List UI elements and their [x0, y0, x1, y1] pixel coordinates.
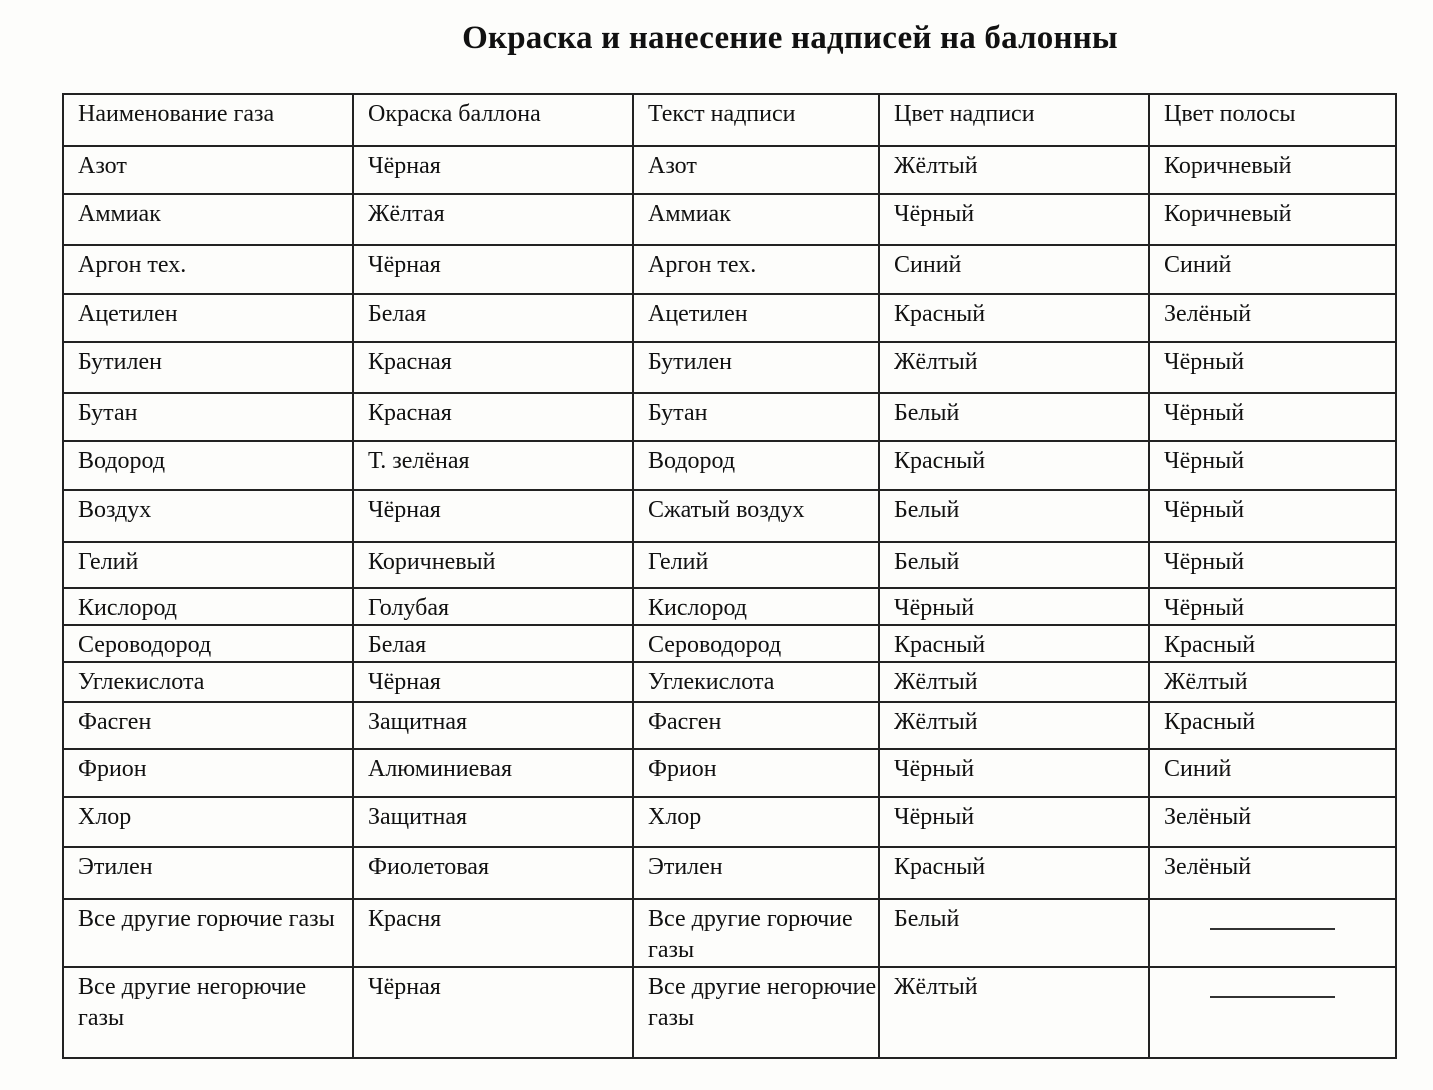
gas-name-cell: Бутилен — [63, 342, 353, 393]
gas-name-cell: Фасген — [63, 702, 353, 749]
stripe-color-cell: Зелёный — [1149, 294, 1396, 342]
stripe-color-cell: Синий — [1149, 749, 1396, 797]
label-text-cell: Водород — [633, 441, 879, 490]
document-title: Окраска и нанесение надписей на балонны — [462, 20, 1118, 56]
stripe-color-cell: Коричневый — [1149, 194, 1396, 245]
cylinder-color-cell: Голубая — [353, 588, 633, 625]
label-color-cell: Белый — [879, 393, 1149, 441]
cylinder-color-cell: Белая — [353, 294, 633, 342]
table-row — [63, 702, 1396, 749]
gas-name-cell: Хлор — [63, 797, 353, 847]
header-label-color-cell: Цвет надписи — [879, 94, 1149, 146]
table-row — [63, 245, 1396, 294]
gas-name-cell: Все другие горючие газы — [63, 899, 353, 967]
header-label-text-cell: Текст надписи — [633, 94, 879, 146]
stripe-color-cell: Чёрный — [1149, 441, 1396, 490]
label-color-cell: Красный — [879, 294, 1149, 342]
gas-name-cell: Этилен — [63, 847, 353, 899]
label-text-cell: Азот — [633, 146, 879, 194]
table-row — [63, 899, 1396, 967]
gas-name-cell: Воздух — [63, 490, 353, 542]
cylinder-color-cell: Коричневый — [353, 542, 633, 588]
label-text-cell: Этилен — [633, 847, 879, 899]
cylinder-color-cell: Чёрная — [353, 245, 633, 294]
table-row — [63, 542, 1396, 588]
cylinder-color-cell: Чёрная — [353, 967, 633, 1058]
label-text-cell: Сжатый воздух — [633, 490, 879, 542]
header-gas-name-cell: Наименование газа — [63, 94, 353, 146]
table-row — [63, 662, 1396, 702]
cylinder-color-cell: Защитная — [353, 702, 633, 749]
label-color-cell: Жёлтый — [879, 662, 1149, 702]
label-color-cell: Белый — [879, 542, 1149, 588]
label-color-cell: Чёрный — [879, 194, 1149, 245]
label-text-cell: Аргон тех. — [633, 245, 879, 294]
label-text-cell: Бутилен — [633, 342, 879, 393]
gas-name-cell: Водород — [63, 441, 353, 490]
label-text-cell: Хлор — [633, 797, 879, 847]
label-color-cell: Красный — [879, 441, 1149, 490]
stripe-color-cell: Зелёный — [1149, 797, 1396, 847]
gas-name-cell: Ацетилен — [63, 294, 353, 342]
label-color-cell: Синий — [879, 245, 1149, 294]
stripe-color-cell: Чёрный — [1149, 490, 1396, 542]
cylinder-color-cell: Чёрная — [353, 662, 633, 702]
table-row — [63, 441, 1396, 490]
label-color-cell: Красный — [879, 625, 1149, 662]
cylinder-color-cell: Защитная — [353, 797, 633, 847]
label-color-cell: Красный — [879, 847, 1149, 899]
label-color-cell: Жёлтый — [879, 342, 1149, 393]
cylinder-color-cell: Красня — [353, 899, 633, 967]
stripe-color-cell — [1149, 967, 1396, 1058]
label-text-cell: Фрион — [633, 749, 879, 797]
table-row — [63, 749, 1396, 797]
table-row — [63, 588, 1396, 625]
label-text-cell: Все другие негорючие газы — [633, 967, 879, 1058]
stripe-color-cell: Жёлтый — [1149, 662, 1396, 702]
header-cylinder-color-cell: Окраска баллона — [353, 94, 633, 146]
cylinder-color-cell: Красная — [353, 342, 633, 393]
gas-name-cell: Гелий — [63, 542, 353, 588]
stripe-color-cell: Синий — [1149, 245, 1396, 294]
gas-name-cell: Сероводород — [63, 625, 353, 662]
label-text-cell: Углекислота — [633, 662, 879, 702]
gas-cylinder-table — [62, 93, 1397, 1059]
table-row — [63, 967, 1396, 1058]
cylinder-color-cell: Красная — [353, 393, 633, 441]
header-stripe-color-cell: Цвет полосы — [1149, 94, 1396, 146]
stripe-color-cell: Чёрный — [1149, 588, 1396, 625]
table-row — [63, 146, 1396, 194]
stripe-color-cell: Красный — [1149, 625, 1396, 662]
table-row — [63, 625, 1396, 662]
cylinder-color-cell: Т. зелёная — [353, 441, 633, 490]
stripe-color-cell: Зелёный — [1149, 847, 1396, 899]
label-text-cell: Кислород — [633, 588, 879, 625]
cylinder-color-cell: Фиолетовая — [353, 847, 633, 899]
table-row — [63, 490, 1396, 542]
cylinder-color-cell: Чёрная — [353, 490, 633, 542]
cylinder-color-cell: Жёлтая — [353, 194, 633, 245]
table-row — [63, 797, 1396, 847]
cylinder-color-cell: Чёрная — [353, 146, 633, 194]
label-text-cell: Все другие горючие газы — [633, 899, 879, 967]
cylinder-color-cell: Алюминиевая — [353, 749, 633, 797]
gas-name-cell: Все другие негорючие газы — [63, 967, 353, 1058]
table-row — [63, 393, 1396, 441]
stripe-color-cell: Чёрный — [1149, 393, 1396, 441]
dash-line — [1210, 996, 1335, 998]
gas-name-cell: Фрион — [63, 749, 353, 797]
label-color-cell: Белый — [879, 899, 1149, 967]
table-row — [63, 294, 1396, 342]
label-color-cell: Чёрный — [879, 797, 1149, 847]
label-text-cell: Аммиак — [633, 194, 879, 245]
label-color-cell: Жёлтый — [879, 146, 1149, 194]
label-color-cell: Чёрный — [879, 749, 1149, 797]
table-row — [63, 342, 1396, 393]
label-text-cell: Бутан — [633, 393, 879, 441]
header-row — [63, 94, 1396, 146]
gas-name-cell: Углекислота — [63, 662, 353, 702]
gas-name-cell: Азот — [63, 146, 353, 194]
label-text-cell: Фасген — [633, 702, 879, 749]
stripe-color-cell: Чёрный — [1149, 342, 1396, 393]
stripe-color-cell: Красный — [1149, 702, 1396, 749]
label-color-cell: Чёрный — [879, 588, 1149, 625]
table-row — [63, 847, 1396, 899]
stripe-color-cell: Коричневый — [1149, 146, 1396, 194]
cylinder-color-cell: Белая — [353, 625, 633, 662]
stripe-color-cell: Чёрный — [1149, 542, 1396, 588]
label-text-cell: Гелий — [633, 542, 879, 588]
table-row — [63, 194, 1396, 245]
stripe-color-cell — [1149, 899, 1396, 967]
label-color-cell: Жёлтый — [879, 967, 1149, 1058]
label-color-cell: Белый — [879, 490, 1149, 542]
gas-name-cell: Аргон тех. — [63, 245, 353, 294]
label-text-cell: Ацетилен — [633, 294, 879, 342]
gas-name-cell: Кислород — [63, 588, 353, 625]
gas-name-cell: Аммиак — [63, 194, 353, 245]
gas-name-cell: Бутан — [63, 393, 353, 441]
label-text-cell: Сероводород — [633, 625, 879, 662]
dash-line — [1210, 928, 1335, 930]
label-color-cell: Жёлтый — [879, 702, 1149, 749]
